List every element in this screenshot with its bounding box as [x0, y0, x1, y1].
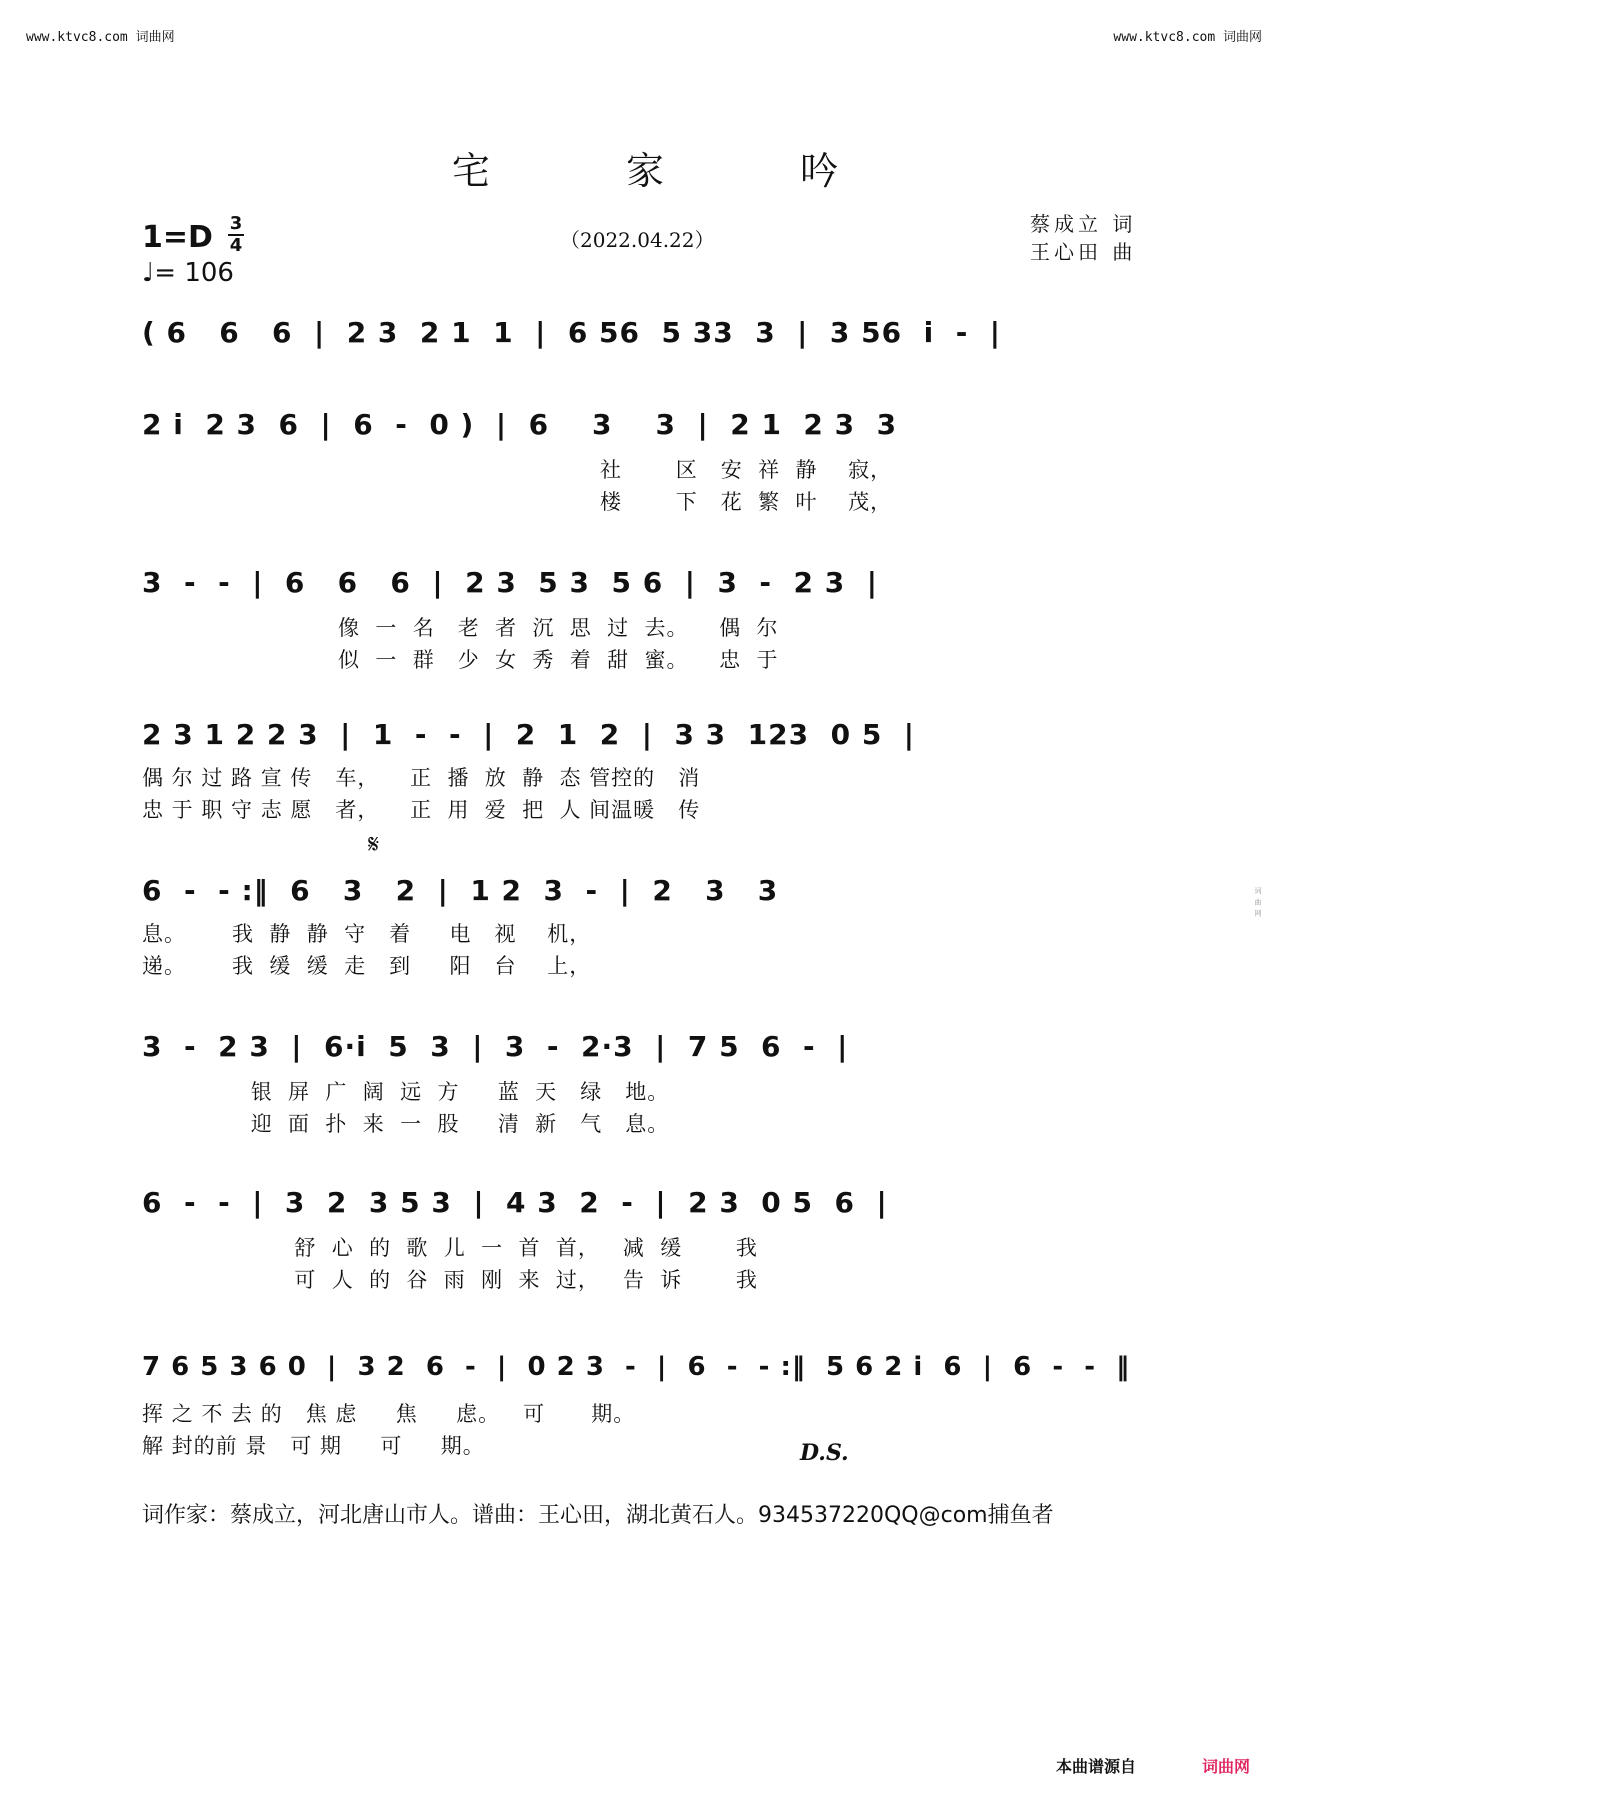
- score-row-7-lyric-1: 舒 心 的 歌 儿 一 首 首， 减 缓 我: [256, 1236, 758, 1260]
- tempo-marking: ♩= 106: [142, 258, 234, 288]
- dal-segno-marking: D.S.: [800, 1440, 849, 1466]
- score-row-6-notes: 3 - 2 3 | 6·i 5 3 | 3 - 2·3 | 7 5 6 - |: [142, 1030, 849, 1063]
- score-row-6-lyric-2: 迎 面 扑 来 一 股 清 新 气 息。: [220, 1112, 670, 1136]
- brand-logo[interactable]: 词曲网: [1202, 1757, 1251, 1776]
- composition-date: （2022.04.22）: [560, 228, 715, 252]
- score-row-5-lyric-2: 递。 我 缓 缓 走 到 阳 台 上，: [142, 954, 592, 978]
- time-signature-bottom: 4: [229, 235, 243, 256]
- key-signature: 1=D: [142, 220, 213, 255]
- score-row-6-lyric-1: 银 屏 广 阔 远 方 蓝 天 绿 地。: [220, 1080, 670, 1104]
- time-signature: [228, 214, 244, 256]
- score-row-3-lyric-2: 似 一 群 少 女 秀 着 甜 蜜。 忠 于: [338, 648, 779, 672]
- score-row-5-notes: 6 - - :‖ 6 3 2 | 1 2 3 - | 2 3 3: [142, 874, 779, 907]
- side-watermark-left: [2, 0, 22, 1804]
- segno-sign: 𝄋: [368, 830, 380, 860]
- watermark-right: www.ktvc8.com 词曲网: [1113, 30, 1262, 45]
- lyricist-credit: 蔡成立 词: [1030, 212, 1137, 236]
- source-label: 本曲谱源自: [1056, 1757, 1137, 1776]
- score-row-8-lyric-1: 挥 之 不 去 的 焦 虑 焦 虑。 可 期。: [142, 1402, 636, 1426]
- side-watermark-right: 词 曲 网: [1254, 886, 1262, 918]
- song-title: 宅 家 吟: [451, 149, 901, 193]
- watermark-left: www.ktvc8.com 词曲网: [26, 30, 175, 45]
- score-row-8-lyric-2: 解 封的前 景 可 期 可 期。: [142, 1434, 485, 1458]
- score-row-2-notes: 2 i 2 3 6 | 6 - 0 ) | 6 3 3 | 2 1 2 3 3: [142, 408, 898, 441]
- score-row-2-lyric-1: 社 区 安 祥 静 寂，: [600, 458, 893, 482]
- score-row-7-lyric-2: 可 人 的 谷 雨 刚 来 过， 告 诉 我: [256, 1268, 758, 1292]
- score-row-4-lyric-2: 忠 于 职 守 志 愿 者， 正 用 爱 把 人 间温暖 传: [142, 798, 701, 822]
- score-row-1-notes: ( 6 6 6 | 2 3 2 1 1 | 6 56 5 33 3 | 3 56 i - |: [142, 316, 1002, 349]
- score-row-3-lyric-1: 像 一 名 老 者 沉 思 过 去。 偶 尔: [338, 616, 779, 640]
- author-credits: 词作家：蔡成立，河北唐山市人。谱曲：王心田，湖北黄石人。934537220QQ@com捕鱼者: [142, 1503, 1054, 1528]
- score-row-2-lyric-2: 楼 下 花 繁 叶 茂，: [600, 490, 893, 514]
- score-row-8-notes: 7 6 5 3 6 0 | 3 2 6 - | 0 2 3 - | 6 - - :‖ 5 6 2 i 6 | 6 - - ‖: [142, 1352, 1131, 1382]
- time-signature-top: 3: [229, 213, 243, 234]
- score-row-5-lyric-1: 息。 我 静 静 守 着 电 视 机，: [142, 922, 592, 946]
- score-row-7-notes: 6 - - | 3 2 3 5 3 | 4 3 2 - | 2 3 0 5 6 |: [142, 1186, 888, 1219]
- score-row-3-notes: 3 - - | 6 6 6 | 2 3 5 3 5 6 | 3 - 2 3 |: [142, 566, 878, 599]
- score-row-4-lyric-1: 偶 尔 过 路 宣 传 车， 正 播 放 静 态 管控的 消: [142, 766, 701, 790]
- composer-credit: 王心田 曲: [1030, 240, 1137, 264]
- score-row-4-notes: 2 3 1 2 2 3 | 1 - - | 2 1 2 | 3 3 123 0 5 |: [142, 718, 916, 751]
